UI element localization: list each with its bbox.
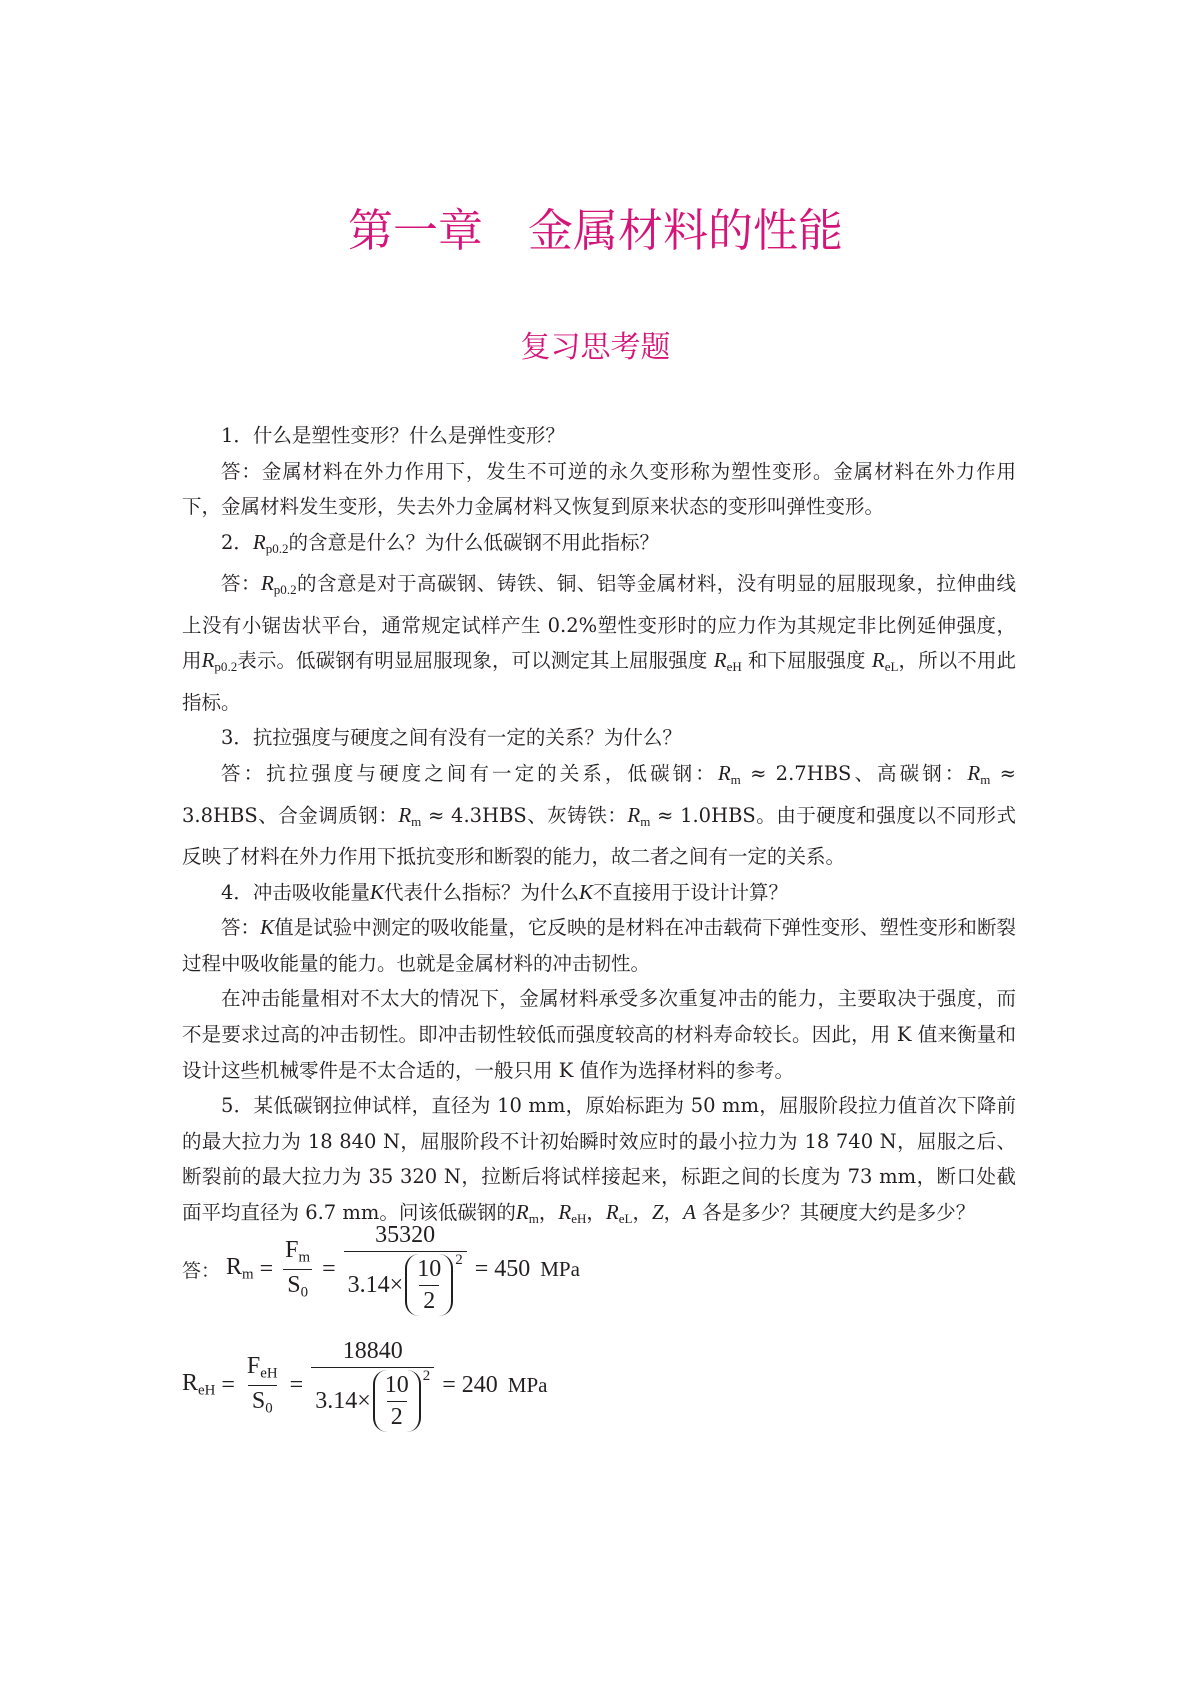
exponent: 2 [422,1368,431,1384]
numerator-value: 18840 [342,1338,403,1364]
question-4: 4．冲击吸收能量K代表什么指标？为什么K不直接用于设计计算？ [221,879,788,904]
numerator-value: 35320 [375,1222,436,1248]
exponent: 2 [455,1252,463,1268]
symbol-reh: $R_{eH}$ [713,648,742,675]
symbol-z: Z [651,1199,664,1224]
symbol-rp02: $R_{p0.2}$ [252,529,289,556]
answer-2: 答：$R_{p0.2}$的含意是对于高碳钢、铸铁、铜、铝等金属材料，没有明显的屈服现象，拉伸曲线上没有小锯齿状平台，通常规定试样产生 0.2%塑性变形时的应力作为其规定非比例延伸强度，用$R_{p0.2}$表示。低碳钢有明显屈服现象，可以测定其上屈服强度 $R_{eH}$ 和下屈服强度 $R_{eL}$，所以不用此指标。 [182,571,1016,714]
symbol-rel: $R_{eL}$ [871,648,899,675]
symbol-rm: $R_m$ [398,802,422,829]
chapter-title: 第一章 金属材料的性能 [347,204,843,257]
symbol-rp02: $R_{p0.2}$ [201,648,238,675]
formula-lhs: $R_m$ [226,1254,254,1283]
parenthesis: $\frac{10}{2}$ [405,1254,453,1316]
result-value: = 240 [442,1371,498,1398]
symbol-reh: $R_{eH}$ [558,1199,587,1226]
answer-3: 答：抗拉强度与硬度之间有一定的关系，低碳钢：$R_m \approx 2.7HBS$、高碳钢：$R_m \approx 3.8HBS$、合金调质钢：$R_m \approx 4.3HBS$、灰铸铁：$R_m \approx 1.0HBS$。由于硬度和强度以不同形式反映了材料在外力作用下抵抗变形和断裂的能力，故二者之间有一定的关系。 [182,761,1016,868]
formula-rm [182,1222,580,1316]
fraction-force-area: $\frac{F_{eH}}{S_0}$ [246,1353,278,1416]
formula-reh [182,1338,547,1432]
answer-4-continued: 在冲击能量相对不太大的情况下，金属材料承受多次重复冲击的能力，主要取决于强度，而不是要求过高的冲击韧性。即冲击韧性较低而强度较高的材料寿命较长。因此，用 K 值来衡量和设计这些机械零件是不太合适的，一般只用 K 值作为选择材料的参考。 [182,987,1016,1082]
symbol-k: K [260,915,275,940]
symbol-rm: $R_m$ [967,761,991,787]
symbol-rm: $R_m$ [717,761,741,787]
formula-lhs: $R_{eH}$ [182,1370,216,1399]
fraction-numeric [344,1222,467,1316]
fraction-force-area: $\frac{F_m}{S_0}$ [285,1237,311,1300]
answer-1: 答：金属材料在外力作用下，发生不可逆的永久变形称为塑性变形。金属材料在外力作用下，金属材料发生变形，失去外力金属材料又恢复到原来状态的变形叫弹性变形。 [182,459,1016,519]
question-2: 2．$R_{p0.2}$的含意是什么？为什么低碳钢不用此指标？ [221,529,660,556]
symbol-rm: $R_m$ [627,802,651,829]
symbol-rm: $R_m$ [515,1199,539,1226]
answer-label: 答： [182,1259,221,1282]
document-body [182,418,1016,1236]
equals-sign: = [289,1371,304,1398]
equals-sign: = [322,1255,336,1282]
equals-sign: = [259,1255,274,1282]
symbol-k: K [369,879,384,904]
symbol-rel: $R_{eL}$ [605,1199,633,1226]
unit-label: MPa [540,1256,580,1281]
symbol-rp02: $R_{p0.2}$ [260,571,297,598]
symbol-a: A [683,1199,696,1224]
fraction-numeric [311,1338,434,1432]
unit-label: MPa [507,1372,548,1397]
symbol-k: K [578,879,593,904]
section-title: 复习思考题 [520,330,671,365]
equals-sign: = [221,1371,235,1398]
answer-4: 答：K值是试验中测定的吸收能量，它反映的是材料在冲击载荷下弹性变形、塑性变形和断裂过程中吸收能量的能力。也就是金属材料的冲击韧性。 [182,915,1016,975]
question-3: 3．抗拉强度与硬度之间有没有一定的关系？为什么？ [221,726,682,750]
question-5: 5．某低碳钢拉伸试样，直径为 10 mm，原始标距为 50 mm，屈服阶段拉力值首次下降前的最大拉力为 18 840 N，屈服阶段不计初始瞬时效应时的最小拉力为 18 740 N，屈服之后、断裂前的最大拉力为 35 320 N，拉断后将试样接起来，标距之间的长度为 73 mm，断口处截面平均直径为 6.7 mm。问该低碳钢的$R_m$，$R_{eH}$，$R_{eL}$，Z，A 各是多少？其硬度大约是多少？ [182,1094,1016,1226]
question-1: 1．什么是塑性变形？什么是弹性变形？ [221,424,565,447]
result-value: = 450 [474,1255,531,1282]
denominator-area: 3.14× $\frac{10}{2}$ 2 [311,1367,434,1432]
denominator-area: 3.14× $\frac{10}{2}$ 2 [344,1251,467,1316]
parenthesis: $\frac{10}{2}$ [373,1370,421,1432]
